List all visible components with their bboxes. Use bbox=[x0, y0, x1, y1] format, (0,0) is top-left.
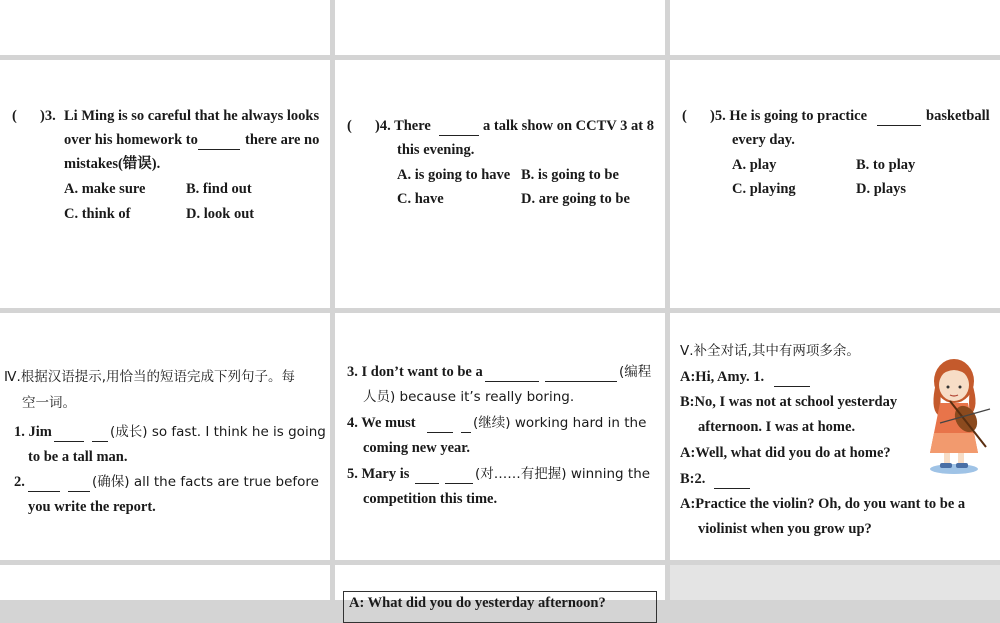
q3-line2b: there are no bbox=[245, 132, 320, 148]
q3-line2a: over his homework to bbox=[64, 132, 198, 148]
q5-option-b: B. to play bbox=[856, 157, 916, 173]
panel-question-4 bbox=[335, 60, 665, 308]
q3-option-c: C. think of bbox=[64, 206, 131, 222]
q4-option-a: A. is going to have bbox=[397, 167, 511, 183]
s2-rest bbox=[92, 470, 319, 494]
q4-option-c: C. have bbox=[397, 191, 444, 207]
s2-blank-1[interactable] bbox=[28, 475, 60, 492]
q4-option-d: D. are going to be bbox=[521, 191, 630, 207]
s2-end: you write the report. bbox=[28, 499, 156, 515]
s5-hint: (对……有把握) winning the bbox=[475, 466, 651, 482]
s3-end bbox=[363, 385, 574, 409]
s4-blank-2[interactable] bbox=[461, 416, 471, 433]
s5-end: competition this time. bbox=[363, 491, 498, 507]
q3-blank[interactable] bbox=[198, 133, 240, 150]
s5-start: 5. Mary is bbox=[347, 466, 410, 482]
s2-start: 2. bbox=[14, 474, 25, 490]
panel-top-middle bbox=[335, 0, 665, 55]
dialog-line-5b: violinist when you grow up? bbox=[698, 521, 872, 537]
panel-top-left bbox=[0, 0, 330, 55]
q4-line1b: a talk show on CCTV 3 at 8 bbox=[483, 118, 654, 134]
q4-paren-open: ( bbox=[347, 118, 352, 134]
panel-bottom-right bbox=[670, 565, 1000, 600]
q4-number: )4. There bbox=[375, 118, 431, 134]
q5-line1b: basketball bbox=[926, 108, 990, 124]
s3-start: 3. I don’t want to be a bbox=[347, 364, 483, 380]
panel-question-5 bbox=[670, 60, 1000, 308]
dialog-line-1: A:Hi, Amy. 1. bbox=[680, 369, 765, 385]
q5-paren-open: ( bbox=[682, 108, 687, 124]
panel-section-4 bbox=[0, 313, 330, 560]
girl-violin-illustration bbox=[920, 353, 992, 475]
q4-line2: this evening. bbox=[397, 142, 475, 158]
section-5-title: Ⅴ.补全对话,其中有两项多余。 bbox=[680, 343, 860, 359]
q3-option-d: D. look out bbox=[186, 206, 255, 222]
dialog-line-5a: A:Practice the violin? Oh, do you want to be a bbox=[680, 496, 966, 512]
s2-blank-2[interactable] bbox=[68, 475, 90, 492]
dialog-line-2a: B:No, I was not at school yesterday bbox=[680, 394, 898, 410]
q5-option-d: D. plays bbox=[856, 181, 906, 197]
s4-hint: (继续) working hard in the bbox=[473, 415, 647, 431]
panel-question-3 bbox=[0, 60, 330, 308]
s5-blank-1[interactable] bbox=[415, 467, 439, 484]
s1-hint: (成长) so fast. I think he is going bbox=[110, 424, 326, 440]
q3-option-b: B. find out bbox=[186, 181, 252, 197]
s1-start: 1. Jim bbox=[14, 424, 52, 440]
q5-blank[interactable] bbox=[877, 109, 921, 126]
dialog-line-2b: afternoon. I was at home. bbox=[698, 419, 856, 435]
q5-number: )5. He is going to practice bbox=[710, 108, 868, 124]
panel-section-4-continued bbox=[335, 313, 665, 560]
q5-option-a: A. play bbox=[732, 157, 777, 173]
panel-bottom-middle bbox=[335, 565, 665, 611]
s4-rest bbox=[473, 411, 646, 435]
q3-paren-open: ( bbox=[12, 108, 17, 124]
q5-option-c: C. playing bbox=[732, 181, 796, 197]
panel-section-5 bbox=[670, 313, 1000, 560]
q3-option-a: A. make sure bbox=[64, 181, 146, 197]
q3-line3: mistakes(错误). bbox=[64, 156, 161, 172]
dialog-blank-2[interactable] bbox=[714, 472, 750, 489]
s1-rest bbox=[110, 420, 326, 444]
s3-blank-2[interactable] bbox=[545, 365, 617, 382]
s3-hint: (编程 bbox=[619, 364, 652, 380]
q4-blank[interactable] bbox=[439, 119, 479, 136]
s1-blank-1[interactable] bbox=[54, 425, 84, 442]
q3-line1: Li Ming is so careful that he always looks bbox=[64, 108, 320, 124]
s5-blank-2[interactable] bbox=[445, 467, 473, 484]
s3-blank-1[interactable] bbox=[485, 365, 539, 382]
dialog-line-3: A:Well, what did you do at home? bbox=[680, 445, 891, 461]
section-4-title: Ⅳ.根据汉语提示,用恰当的短语完成下列句子。每 bbox=[4, 369, 296, 385]
s1-end: to be a tall man. bbox=[28, 449, 128, 465]
dialog-blank-1[interactable] bbox=[774, 370, 810, 387]
bottom-cut-text: A: What did you do yesterday afternoon? bbox=[349, 595, 606, 611]
s4-blank-1[interactable] bbox=[427, 416, 453, 433]
panel-top-right bbox=[670, 0, 1000, 55]
s3-end-text: 人员) because it’s really boring. bbox=[363, 389, 575, 405]
s2-hint: (确保) all the facts are true before bbox=[92, 474, 319, 490]
q3-number: )3. bbox=[40, 108, 56, 124]
dialog-line-4: B:2. bbox=[680, 471, 706, 487]
q5-line2: every day. bbox=[732, 132, 795, 148]
s4-start: 4. We must bbox=[347, 415, 416, 431]
s1-blank-2[interactable] bbox=[92, 425, 108, 442]
section-4-title-cont: 空一词。 bbox=[22, 395, 76, 411]
s5-rest bbox=[475, 462, 650, 486]
panel-bottom-left bbox=[0, 565, 330, 600]
s4-end: coming new year. bbox=[363, 440, 470, 456]
q4-option-b: B. is going to be bbox=[521, 167, 619, 183]
